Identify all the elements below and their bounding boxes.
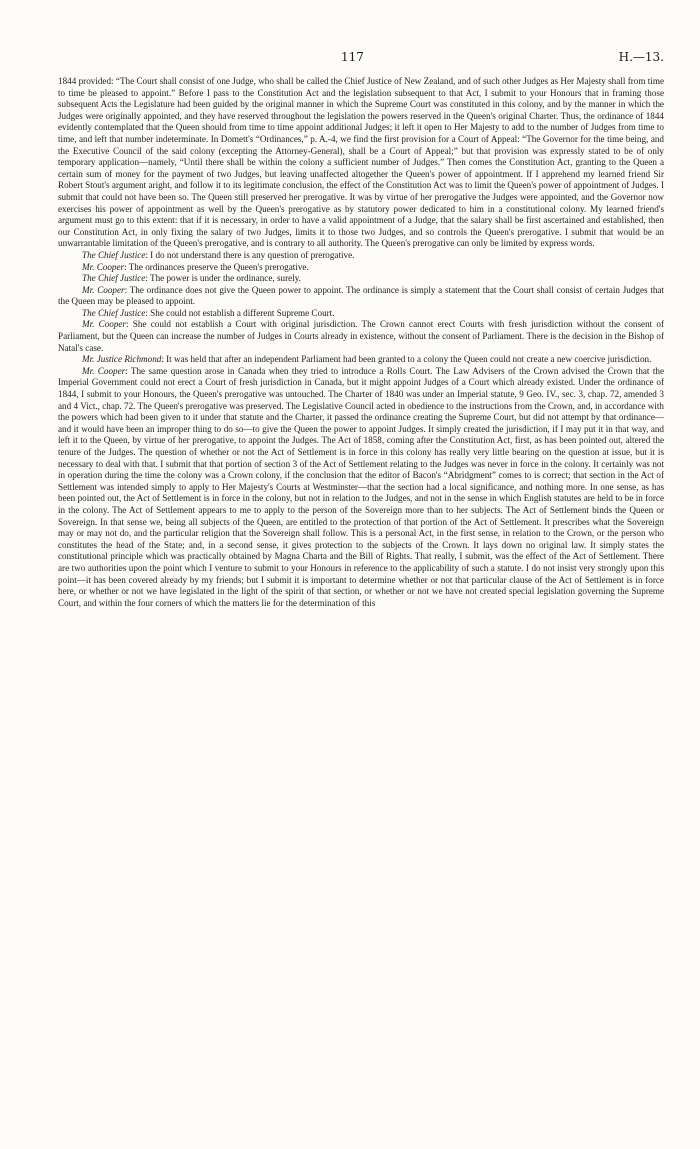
speaker-name: Mr. Justice Richmond [82,354,162,365]
paragraph-text: : She could not establish a different Supreme Court. [145,307,335,318]
paragraph [58,250,664,262]
paragraph [58,76,664,250]
speaker-name: Mr. Cooper [82,284,125,295]
paragraph [58,366,664,609]
paragraph-text: : She could not establish a Court with original jurisdiction. The Crown cannot erect Courts with fresh jurisdiction without the consent of Parliament, but the Queen can increase the number of Judges in Courts already in existence, without the consent of Parliament. There is the decision in the Bishop of Natal's case. [58,319,664,353]
paragraph-text: : I do not understand there is any question of prerogative. [145,249,355,260]
speaker-name: The Chief Justice [82,273,146,284]
paragraph [58,354,664,366]
paragraph [58,308,664,320]
paragraph-text: : The ordinance does not give the Queen power to appoint. The ordinance is simply a statement that the Court shall consist of certain Judges that the Queen may be pleased to appoint. [58,284,665,307]
speaker-name: Mr. Cooper [82,365,126,376]
paragraph-text: : It was held that after an independent Parliament had been granted to a colony the Queen could not create a new coercive jurisdiction. [161,354,652,365]
paragraph-text: : The ordinances preserve the Queen's prerogative. [124,261,309,272]
paragraph-text: : The power is under the ordinance, surely. [145,273,301,284]
paragraph [58,285,664,308]
paragraph [58,273,664,285]
paragraph-text: 1844 provided: “The Court shall consist of one Judge, who shall be called the Chief Justice of New Zealand, and of such other Judges as Her Majesty shall from time to time be pleased to appoint.” Before I pass to the Constitution Act and the legislation subsequent to that Act, I submit to your Honours that in framing those subsequent Acts the Legislature had been guided by the original manner in which the Supreme Court was constituted in this colony, and by the manner in which the Judges were originally appointed, and they have reserved throughout the legislation the powers reserved in the Queen's original Charter. Thus, the ordinance of 1844 evidently contemplated that the Queen should from time to time appoint additional Judges; it left it open to Her Majesty to add to the number of Judges from time to time, and left that number indeterminate. In Domett's “Ordinances,” p. A.-4, we find the first provision for a Court of Appeal: “The Governor for the time being, and the Executive Council of the said colony (excepting the Attorney-General), shall be a Court of Appeal;” but that provision was expressly stated to be of only temporary application—namely, “Until there shall be within the colony a sufficient number of Judges.” Then comes the Constitution Act, granting to the Queen a certain sum of money for the payment of two Judges, but leaving unaffected altogether the Queen's power of appointment. If I apprehend my learned friend Sir Robert Stout's argument aright, and follow it to its legitimate conclusion, the effect of the Constitution Act was to limit the Queen's power of appointment of Judges. I submit that could not have been so. The Queen still preserved her prerogative. It was by virtue of her prerogative the Judges were appointed, and the Governor now exercises his power of appointment as well by the Queen's prerogative as by statutory power dedicated to him in a constitutional colony. My learned friend's argument must go to this extent: that if it is necessary, in order to have a valid appointment of a Judge, that the salary shall be first ascertained and established, then our Constitution Act, in only fixing the salary of two Judges, limits it to those two Judges, and so controls the Queen's prerogative. I submit that would be an unwarrantable limitation of the Queen's prerogative, and is contrary to all authority. The Queen's prerogative can only be limited by express words. [58,76,664,249]
speaker-name: The Chief Justice [82,307,146,318]
document-reference: H.—13. [618,50,664,64]
speaker-name: Mr. Cooper [82,319,127,330]
speaker-name: Mr. Cooper [82,261,125,272]
page-header [58,50,664,76]
body-text [58,76,664,609]
speaker-name: The Chief Justice [82,249,146,260]
paragraph [58,319,664,354]
paragraph [58,262,664,274]
paragraph-text: : The same question arose in Canada when they tried to introduce a Rolls Court. The Law Advisers of the Crown advised the Crown that the Imperial Government could not erect a Court of fresh jurisdiction in Canada, but it might appoint Judges of a Court which already existed. Under the ordinance of 1844, I submit to your Honours, the Queen's prerogative was untouched. The Charter of 1840 was under an Imperial statute, 9 Geo. IV., sec. 3, chap. 72, amended 3 and 4 Vict., chap. 72. The Queen's prerogative was preserved. The Legislative Council acted in obedience to the instructions from the Crown, and, in accordance with the powers which had been given to it under that statute and the Charter, it passed the ordinance creating the Supreme Court, but did not attempt by that ordinance—and it would have been an improper thing to do so—to give the Queen the power to appoint Judges. It simply created the jurisdiction, if I may put it in that way, and left it to the Queen, by virtue of her prerogative, to appoint the Judges. The Act of 1858, coming after the Constitution Act, first, as has been pointed out, altered the tenure of the Judges. The question of whether or not the Act of Settlement is in force in this colony has really very little bearing on the question at issue, but it is necessary to deal with that. I submit that that portion of section 3 of the Act of Settlement relating to the Judges was never in force in the colony. It certainly was not in operation during the time the colony was a Crown colony, if the conclusion that the editor of Bacon's “Abridgment” comes to is correct; that section in the Act of Settlement was intended simply to apply to Her Majesty's Courts at Westminster—that the section had a local significance, and nothing more. In one sense, as has been pointed out, the Act of Settlement is in force in the colony, but not in relation to the Judges, and not in the sense in which English statutes are held to be in force in the colony. The Act of Settlement appears to me to apply to the person of the Sovereign more than to her subjects. The Act of Settlement binds the Queen or Sovereign. In that sense we, being all subjects of the Queen, are entitled to the protection of that portion of the Act of Settlement. It prescribes what the Sovereign may or may not do, and the particular religion that the Sovereign shall follow. This is a personal Act, in the first sense, in relation to the Crown, or the person who constitutes the head of the State; and, in a second sense, it gives protection to the subjects of the Crown. It lays down no original law. It simply states the constitutional principle which was practically obtained by Magna Charta and the Bill of Rights. That really, I submit, was the effect of the Act of Settlement. There are two authorities upon the point which I venture to submit to your Honours in reference to the applicability of such a statute. I do not insist very strongly upon this point—it has been covered already by my friends; but I submit it is important to determine whether or not that particular clause of the Act of Settlement is in force here, or whether or not we have legislated in the light of the spirit of that section, or whether or not we have not created special legislation governing the Supreme Court, and within the four corners of which the matters lie for the determination of this [58,365,664,608]
page-number: 117 [341,50,364,64]
